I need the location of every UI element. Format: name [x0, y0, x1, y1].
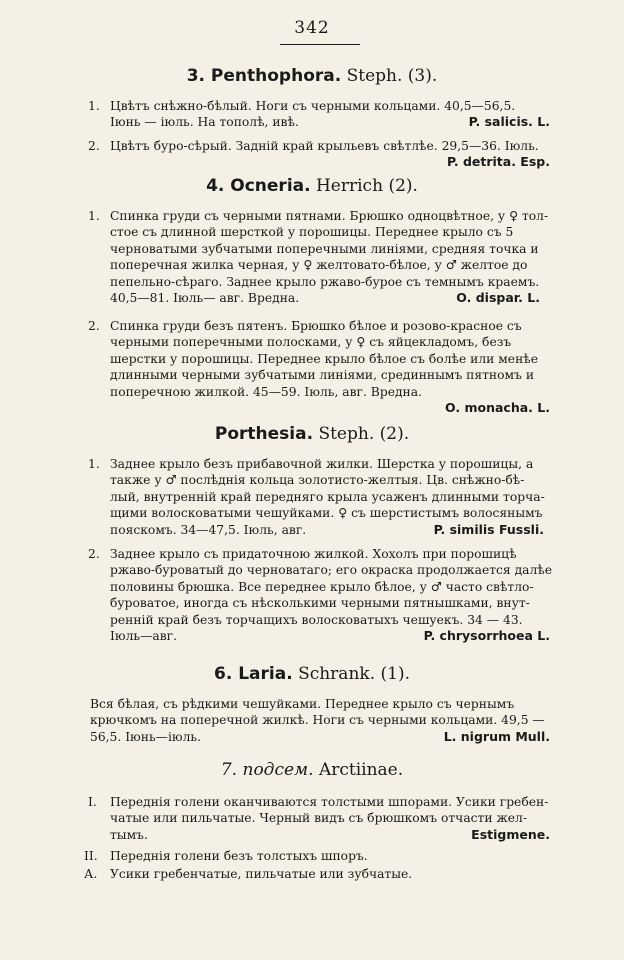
entry-line-text: пояскомъ. 34—47,5. Іюль, авг.: [110, 522, 307, 537]
species-name: O. monacha. L.: [445, 400, 550, 416]
genus-count: (2).: [388, 176, 418, 196]
species-entry: [88, 98, 550, 131]
species-entry: [88, 208, 550, 306]
entry-line: [110, 290, 550, 306]
species-entry: [88, 318, 550, 416]
subfamily-heading: [0, 760, 624, 780]
entry-line: Спинка груди безъ пятенъ. Брюшко бѣлое и розово-красное съ: [110, 319, 522, 333]
genus-author: Schrank.: [298, 664, 376, 684]
entry-line: черноватыми зубчатыми поперечными линіями, средняя точка и: [110, 241, 539, 256]
entry-number: 2.: [88, 547, 100, 561]
entry-line: Цвѣтъ буро-сѣрый. Заднiй край крыльевъ свѣтлѣе. 29,5—36. Іюль.: [110, 139, 539, 153]
species-entry: [90, 696, 550, 745]
entry-line: Переднія голени безъ толстыхъ шпоръ.: [110, 849, 368, 863]
entry-number: 1.: [88, 99, 100, 113]
genus-name: 6. Laria.: [214, 664, 293, 684]
entry-line: [110, 400, 550, 416]
entry-line-text: Іюль—авг.: [110, 629, 177, 644]
page-number-rule: [280, 44, 360, 45]
key-number: I.: [88, 795, 97, 809]
entry-line: [110, 114, 550, 130]
entry-line: щими волосковатыми чешуйками. ♀ съ шерстистымъ волосянымъ: [110, 506, 543, 521]
genus-author: Steph.: [318, 424, 375, 444]
genus-heading-penthophora: [0, 66, 624, 86]
genus-count: (1).: [380, 664, 410, 684]
key-entry: [88, 794, 550, 843]
entry-line-text: тымъ.: [110, 827, 148, 842]
entry-line: [110, 522, 550, 538]
entry-number: 2.: [88, 319, 100, 333]
species-name: P. similis Fussli.: [433, 521, 544, 537]
entry-line: стое съ длинной шерсткой у порошицы. Переднее крыло съ 5: [110, 225, 514, 240]
entry-number: 2.: [88, 139, 100, 153]
entry-line: Спинка груди съ черными пятнами. Брюшко одноцвѣтное, у ♀ тол-: [110, 209, 549, 223]
genus-name: Porthesia.: [214, 424, 314, 444]
entry-line: Вся бѣлая, съ рѣдкими чешуйками. Переднее крыло съ чернымъ: [90, 697, 515, 711]
entry-line: буроватое, иногда съ нѣсколькими черными пятнышками, внут-: [110, 596, 530, 611]
entry-line: Цвѣтъ снѣжно-бѣлый. Ноги съ черными кольцами. 40,5—56,5.: [110, 99, 516, 113]
species-name: P. chrysorrhoea L.: [423, 628, 550, 644]
entry-line: Усики гребенчатые, пильчатые или зубчатые.: [110, 867, 413, 881]
subfamily-number: 7.: [220, 760, 238, 780]
entry-line: ржаво-буроватый до черноватаго; его окраска продолжается далѣе: [110, 563, 552, 578]
entry-line: поперечная жилка черная, у ♀ желтовато-бѣлое, у ♂ желтое до: [110, 258, 528, 273]
entry-line: черными поперечными полосками, у ♀ съ яйцекладомъ, безъ: [110, 335, 512, 350]
entry-number: 1.: [88, 457, 100, 471]
species-name: P. salicis. L.: [468, 114, 550, 130]
entry-line: [110, 827, 550, 843]
entry-line: чатые или пильчатые. Черный видъ съ брюшкомъ отчасти жел-: [110, 811, 527, 826]
key-number: А.: [84, 867, 98, 881]
entry-line: ренній край безъ торчащихъ волосковатыхъ чешуекъ. 34 — 43.: [110, 612, 523, 627]
species-name: L. nigrum Mull.: [443, 728, 550, 744]
species-entry: [88, 456, 550, 538]
genus-name: 4. Ocneria.: [206, 176, 311, 196]
species-entry: [88, 138, 550, 171]
species-name: Estigmene.: [471, 826, 550, 842]
subfamily-name: Arctiinae.: [318, 760, 404, 780]
entry-line: также у ♂ послѣднія кольца золотисто-желтыя. Цв. снѣжно-бѣ-: [110, 473, 525, 488]
entry-line: Переднія голени оканчиваются толстыми шпорами. Усики гребен-: [110, 795, 549, 809]
entry-line: [110, 628, 550, 644]
entry-line: шерстки у порошицы. Переднее крыло бѣлое съ болѣе или менѣе: [110, 351, 538, 366]
key-entry: [84, 848, 550, 864]
entry-line-text: 40,5—81. Іюль— авг. Вредна.: [110, 291, 300, 306]
genus-count: (2).: [379, 424, 410, 444]
genus-heading-ocneria: [0, 176, 624, 196]
entry-line: лый, внутренній край передняго крыла усаженъ длинными торча-: [110, 489, 545, 504]
page-number: 342: [294, 18, 330, 38]
key-number: II.: [84, 849, 98, 863]
genus-count: (3).: [407, 66, 438, 86]
entry-line-text: 56,5. Іюнь—іюль.: [90, 729, 202, 744]
entry-line: крючкомъ на поперечной жилкѣ. Ноги съ черными кольцами. 49,5 —: [90, 713, 545, 728]
entry-line: Заднее крыло съ придаточною жилкой. Хохолъ при порошицѣ: [110, 547, 517, 561]
entry-number: 1.: [88, 209, 100, 223]
entry-line-text: Іюнь — іюль. На тополѣ, ивѣ.: [110, 115, 299, 130]
genus-name: 3. Penthophora.: [186, 66, 342, 86]
genus-author: Herrich: [315, 176, 384, 196]
genus-author: Steph.: [346, 66, 403, 86]
species-entry: [88, 546, 552, 644]
key-entry: [84, 866, 550, 882]
entry-line: пепельно-сѣраго. Заднее крыло ржаво-бурое съ темнымъ краемъ.: [110, 274, 540, 289]
entry-line: длинными черными зубчатыми линіями, срединнымъ пятномъ и: [110, 368, 535, 383]
subfamily-word: подсем.: [242, 760, 314, 780]
entry-line: [90, 729, 550, 745]
entry-line: Заднее крыло безъ прибавочной жилки. Шерстка у порошицы, а: [110, 457, 534, 471]
species-name: P. detrita. Esp.: [446, 154, 550, 170]
genus-heading-porthesia: [0, 424, 624, 444]
entry-line: половины брюшка. Все переднее крыло бѣлое, у ♂ часто свѣтло-: [110, 579, 534, 594]
entry-line: [110, 154, 550, 170]
species-name: O. dispar. L.: [456, 290, 540, 306]
genus-heading-laria: [0, 664, 624, 684]
entry-line: поперечною жилкой. 45—59. Іюль, авг. Вредна.: [110, 384, 422, 399]
